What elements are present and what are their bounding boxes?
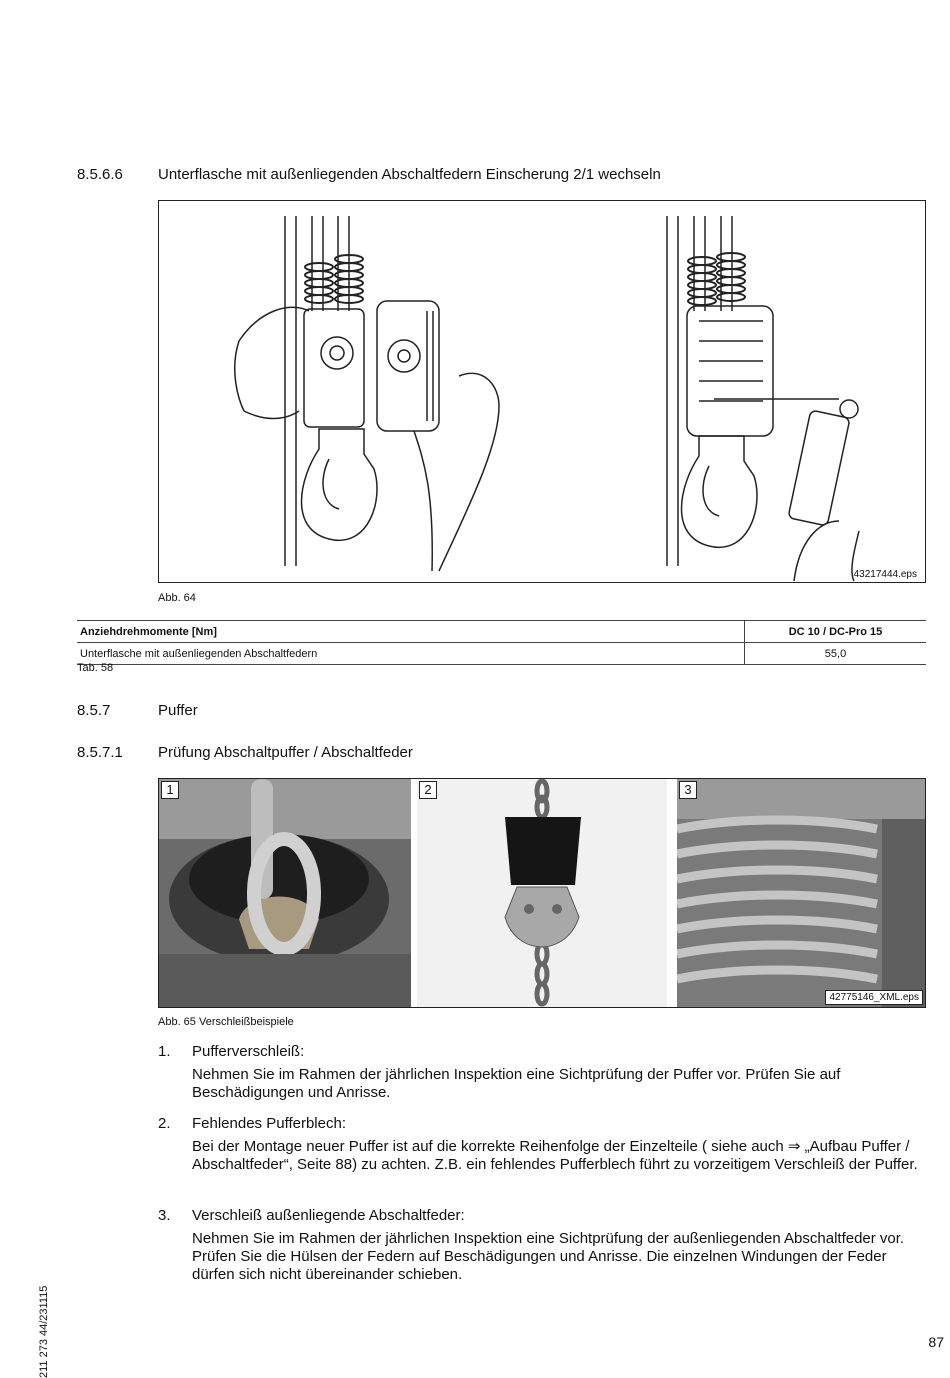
table-header-row: [77, 621, 926, 643]
figure-65: [158, 778, 926, 1008]
photo-spring-wear: [677, 779, 925, 1007]
figure-caption: Abb. 65 Verschleißbeispiele: [158, 1016, 294, 1028]
missing-plate-image: [417, 779, 667, 1007]
worn-buffer-image: [159, 779, 411, 1007]
figure-64: [158, 200, 926, 583]
section-number: 8.5.7: [77, 702, 111, 719]
figure-file-label: 43217444.eps: [853, 569, 917, 580]
spring-wear-image: [677, 779, 925, 1007]
section-number: 8.5.7.1: [77, 744, 123, 761]
list-item-body: Bei der Montage neuer Puffer ist auf die korrekte Reihenfolge der Einzelteile ( siehe auch ⇒ „Aufbau Puffer / Abschaltfeder“, Seite 88) zu achten. Z.B. ein fehlendes Pufferblech führt zu vorzeitigem Verschleiß der Puffer.: [192, 1138, 918, 1173]
list-item-number: 3.: [158, 1207, 171, 1224]
table-cell-value: 55,0: [745, 643, 927, 665]
list-item-number: 2.: [158, 1115, 171, 1132]
table-header-label: Anziehdrehmomente [Nm]: [77, 621, 745, 643]
figure-file-label: 42775146_XML.eps: [825, 990, 923, 1005]
photo-missing-plate: [417, 779, 667, 1007]
document-number: 211 273 44/231115: [38, 1285, 50, 1378]
section-title: Puffer: [158, 702, 198, 719]
list-item-body: Nehmen Sie im Rahmen der jährlichen Inspektion eine Sichtprüfung der außenliegenden Abschaltfeder vor. Prüfen Sie die Hülsen der Federn auf Beschädigungen und Anrisse. Die einzelnen Windungen der Feder dürfen sich nicht übereinander schieben.: [192, 1230, 905, 1283]
figure-caption: Abb. 64: [158, 592, 196, 604]
section-title: Prüfung Abschaltpuffer / Abschaltfeder: [158, 744, 413, 761]
photo-divider: [411, 779, 417, 1007]
panel-number-2: 2: [419, 781, 437, 799]
table-row: [77, 643, 926, 665]
list-item-title: Pufferverschleiß:: [192, 1043, 305, 1060]
table-caption: Tab. 58: [77, 662, 114, 674]
table-header-value: DC 10 / DC-Pro 15: [745, 621, 927, 643]
list-item-body: Nehmen Sie im Rahmen der jährlichen Inspektion eine Sichtprüfung der Puffer vor. Prüfen Sie auf Beschädigungen und Anrisse.: [192, 1066, 841, 1101]
list-item-title: Verschleiß außenliegende Abschaltfeder:: [192, 1207, 465, 1224]
list-item-title: Fehlendes Pufferblech:: [192, 1115, 346, 1132]
list-item-number: 1.: [158, 1043, 171, 1060]
section-number: 8.5.6.6: [77, 166, 123, 183]
photo-divider: [667, 779, 677, 1007]
chain-left-a: [285, 216, 296, 566]
panel-number-1: 1: [161, 781, 179, 799]
photo-worn-buffer: [159, 779, 411, 1007]
hook-block-drawing: [159, 201, 925, 582]
table-cell-label: Unterflasche mit außenliegenden Abschaltfedern: [77, 643, 745, 665]
page-number: 87: [928, 1334, 944, 1350]
torque-table: [77, 620, 926, 665]
section-title: Unterflasche mit außenliegenden Abschaltfedern Einscherung 2/1 wechseln: [158, 166, 661, 183]
panel-number-3: 3: [679, 781, 697, 799]
